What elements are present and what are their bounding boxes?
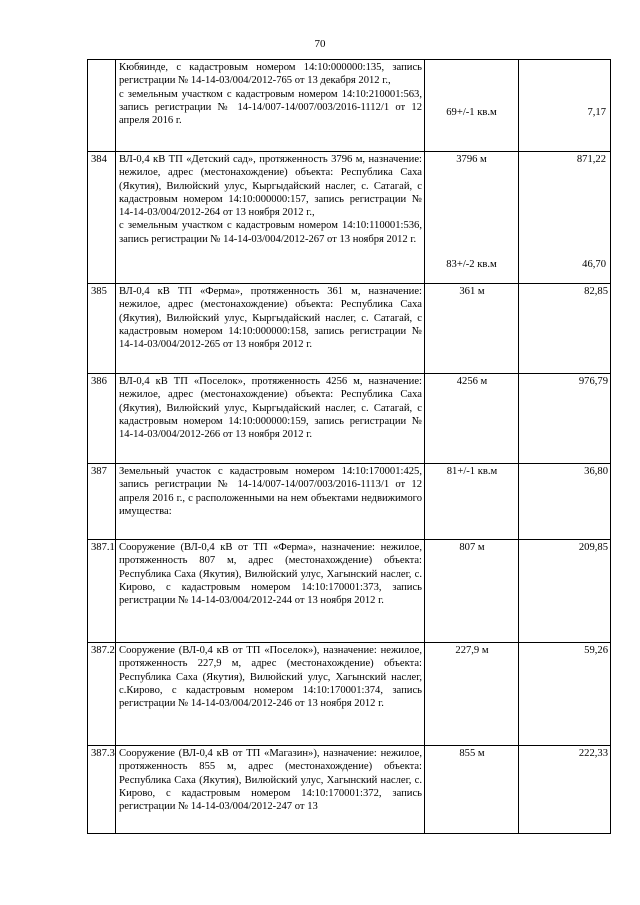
row-cost bbox=[519, 374, 611, 464]
description-paragraph: ВЛ-0,4 кВ ТП «Ферма», протяженность 361 м, назначение: нежилое, адрес (местонахождение) объекта: Республика Саха (Якутия), Вилюйский улус, Кыргыдайский наслег, с. Сатагай, с кадастровым номером 14:10:000000:158, запись регистрации № 14-14-03/004/2012-265 от 13 ноября 2012 г. bbox=[119, 286, 422, 351]
row-area bbox=[425, 643, 519, 746]
row-cost bbox=[519, 152, 611, 284]
row-description bbox=[116, 643, 425, 746]
cost-value: 46,70 bbox=[582, 259, 606, 270]
row-description bbox=[116, 540, 425, 643]
row-cost bbox=[519, 284, 611, 374]
row-number: 387 bbox=[88, 464, 116, 540]
row-area bbox=[425, 152, 519, 284]
description-paragraph: Сооружение (ВЛ-0,4 кВ от ТП «Поселок»), назначение: нежилое, протяженность 227,9 м, адрес (местонахождение) объекта: Республика Саха (Якутия), Вилюйский улус, Хагынский наслег, с.Кирово, с кадастровым номером 14:10:170001:374, запись регистрации № 14-14-03/004/2012-246 от 13 ноября 2012 г. bbox=[119, 645, 422, 710]
row-number: 387.1 bbox=[88, 540, 116, 643]
row-description bbox=[116, 152, 425, 284]
cost-value: 82,85 bbox=[584, 286, 608, 297]
row-number: 385 bbox=[88, 284, 116, 374]
description-paragraph: с земельным участком с кадастровым номером 14:10:110001:536, запись регистрации № 14-14-03/004/2012-267 от 13 ноября 2012 г. bbox=[119, 220, 422, 245]
row-description bbox=[116, 746, 425, 834]
cost-value: 222,33 bbox=[578, 748, 608, 759]
cost-value: 36,80 bbox=[584, 466, 608, 477]
table-row bbox=[88, 540, 611, 643]
area-value: 83+/-2 кв.м bbox=[446, 259, 497, 270]
description-paragraph: Земельный участок с кадастровым номером 14:10:170001:425, запись регистрации № 14-14/007-14/007/003/2016-1113/1 от 12 апреля 2016 г., с расположенными на нем объектами недвижимого имущества: bbox=[119, 466, 422, 517]
row-description bbox=[116, 284, 425, 374]
cost-value: 871,22 bbox=[576, 154, 606, 165]
row-area bbox=[425, 284, 519, 374]
area-value: 855 м bbox=[459, 748, 485, 759]
table-row bbox=[88, 746, 611, 834]
row-description bbox=[116, 464, 425, 540]
row-number: 386 bbox=[88, 374, 116, 464]
row-number: 387.3 bbox=[88, 746, 116, 834]
area-value: 3796 м bbox=[456, 154, 487, 165]
area-value: 81+/-1 кв.м bbox=[446, 466, 498, 477]
cost-value: 976,79 bbox=[578, 376, 608, 387]
row-number bbox=[88, 60, 116, 152]
row-area bbox=[425, 374, 519, 464]
description-paragraph: с земельным участком с кадастровым номером 14:10:210001:563, запись регистрации № 14-14/007-14/007/003/2016-1112/1 от 12 апреля 2016 г. bbox=[119, 88, 422, 127]
row-cost bbox=[519, 540, 611, 643]
row-number: 387.2 bbox=[88, 643, 116, 746]
row-cost bbox=[519, 746, 611, 834]
description-paragraph: Кюбяинде, с кадастровым номером 14:10:000000:135, запись регистрации № 14-14-03/004/2012-765 от 13 декабря 2012 г., bbox=[119, 62, 422, 87]
page-number: 70 bbox=[314, 38, 326, 50]
row-area bbox=[425, 464, 519, 540]
row-area bbox=[425, 60, 519, 152]
property-registry-table bbox=[87, 59, 611, 834]
registry-body bbox=[88, 60, 611, 834]
row-area bbox=[425, 540, 519, 643]
cost-value: 209,85 bbox=[578, 542, 608, 553]
row-cost bbox=[519, 60, 611, 152]
table-row bbox=[88, 60, 611, 152]
description-paragraph: ВЛ-0,4 кВ ТП «Поселок», протяженность 4256 м, назначение: нежилое, адрес (местонахождение) объекта: Республика Саха (Якутия), Вилюйский улус, Кыргыдайский наслег, с. Сатагай, с кадастровым номером 14:10:000000:159, запись регистрации № 14-14-03/004/2012-266 от 13 ноября 2012 г. bbox=[119, 376, 422, 441]
description-paragraph: Сооружение (ВЛ-0,4 кВ от ТП «Ферма», назначение: нежилое, протяженность 807 м, адрес (местонахождение) объекта: Республика Саха (Якутия), Вилюйский улус, Хагынский наслег, с. Кирово, с кадастровым номером 14:10:170001:373, запись регистрации № 14-14-03/004/2012-244 от 13 ноября 2012 г. bbox=[119, 542, 422, 607]
area-value: 69+/-1 кв.м bbox=[446, 107, 497, 118]
row-description bbox=[116, 374, 425, 464]
area-value: 807 м bbox=[459, 542, 485, 553]
description-paragraph: Сооружение (ВЛ-0,4 кВ от ТП «Магазин»), назначение: нежилое, протяженность 855 м, адрес (местонахождение) объекта: Республика Саха (Якутия), Вилюйский улус, Хагынский наслег, с. Кирово, с кадастровым номером 14:10:170001:372, запись регистрации № 14-14-03/004/2012-247 от 13 bbox=[119, 748, 422, 813]
area-value: 227,9 м bbox=[455, 645, 489, 656]
area-value: 4256 м bbox=[456, 376, 488, 387]
row-number: 384 bbox=[88, 152, 116, 284]
row-area bbox=[425, 746, 519, 834]
row-description bbox=[116, 60, 425, 152]
description-paragraph: ВЛ-0,4 кВ ТП «Детский сад», протяженность 3796 м, назначение: нежилое, адрес (местонахождение) объекта: Республика Саха (Якутия), Вилюйский улус, Кыргыдайский наслег, с. Сатагай, с кадастровым номером 14:10:000000:157, запись регистрации № 14-14-03/004/2012-264 от 13 ноября 2012 г., bbox=[119, 154, 422, 219]
table-row bbox=[88, 374, 611, 464]
table-row bbox=[88, 284, 611, 374]
area-value: 361 м bbox=[459, 286, 485, 297]
row-cost bbox=[519, 464, 611, 540]
table-row bbox=[88, 152, 611, 284]
cost-value: 59,26 bbox=[584, 645, 608, 656]
table-row bbox=[88, 643, 611, 746]
table-row bbox=[88, 464, 611, 540]
cost-value: 7,17 bbox=[587, 107, 606, 118]
row-cost bbox=[519, 643, 611, 746]
